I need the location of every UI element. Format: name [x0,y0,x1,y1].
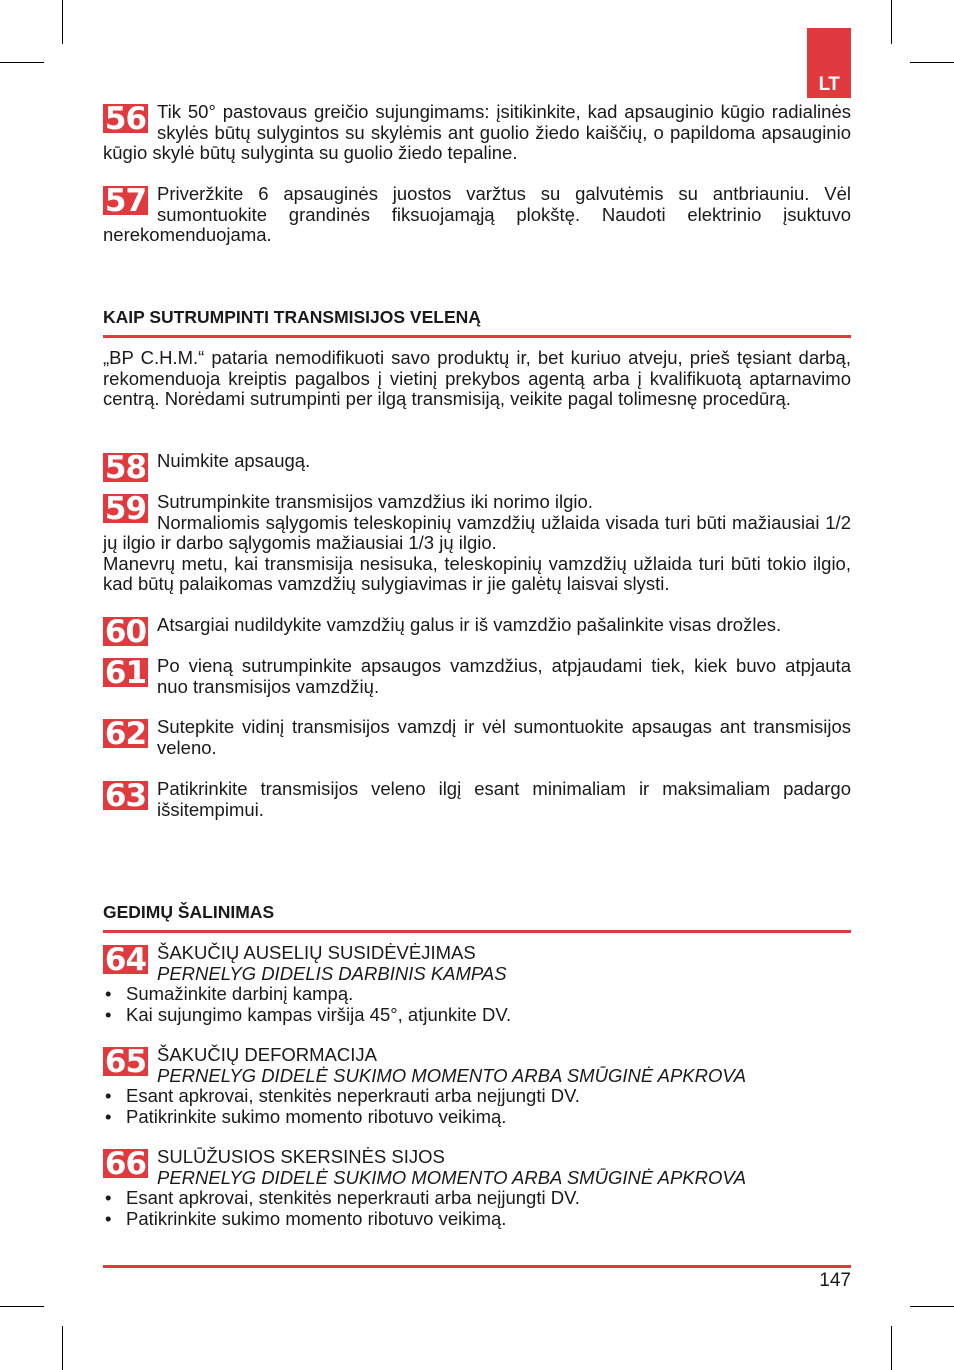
crop-mark [0,1306,44,1307]
step-number: 59 [104,491,147,527]
section-heading-shorten-shaft: KAIP SUTRUMPINTI TRANSMISIJOS VELENĄ [103,307,851,338]
step-number: 63 [104,778,147,814]
step-63 [103,779,851,820]
crop-mark [910,1306,954,1307]
remedy-item: • Esant apkrovai, stenkitės neperkrauti arba neįjungti DV. [103,1188,851,1209]
step-number: 64 [104,942,147,978]
step-62 [103,717,851,758]
step-text: Po vieną sutrumpinkite apsaugos vamzdžius, atpjaudami tiek, kiek buvo atpjauta nuo transmisijos vamzdžių. [157,655,851,697]
step-61 [103,656,851,697]
step-58 [103,450,851,486]
crop-mark [910,62,954,63]
fault-65 [103,1045,851,1127]
remedy-item: • Esant apkrovai, stenkitės neperkrauti arba neįjungti DV. [103,1086,851,1107]
step-number: 57 [104,183,147,219]
fault-title: ŠAKUČIŲ AUSELIŲ SUSIDĖVĖJIMAS [157,942,476,963]
step-text: Priveržkite 6 apsauginės juostos varžtus su galvutėmis su antbriauniu. Vėl sumontuokite grandinės fiksuojamąją plokštę. Naudoti elektrinio įsuktuvo nerekomenduojama. [103,183,851,245]
remedy-item: • Sumažinkite darbinį kampą. [103,984,851,1005]
step-text: Nuimkite apsaugą. [157,450,311,471]
crop-mark [62,1326,63,1370]
step-text: Sutrumpinkite transmisijos vamzdžius iki norimo ilgio. [157,491,593,512]
step-number: 60 [104,614,147,650]
step-text: Tik 50° pastovaus greičio sujungimams: įsitikinkite, kad apsauginio kūgio radialinės skylės būtų sulygintos su skylėmis ant guolio žiedo kaiščių, o papildoma apsauginio kūgio skylė būtų sulyginta su guolio žiedo tepaline. [103,101,851,163]
fault-cause: PERNELYG DIDELIS DARBINIS KAMPAS [157,962,507,984]
footer-rule [103,1265,851,1268]
step-text: Manevrų metu, kai transmisija nesisuka, teleskopinių vamzdžių užlaida turi būti tokio ilgio, kad būtų palaikomas vamzdžių sulygiavimas ir jie galėtų laisvai slysti. [103,552,851,594]
step-number: 65 [104,1044,147,1080]
crop-mark [891,0,892,44]
step-59 [103,492,851,595]
step-number: 66 [104,1146,147,1182]
section-intro [103,348,851,410]
section-heading-troubleshooting: GEDIMŲ ŠALINIMAS [103,902,851,933]
language-tab: LT [807,28,851,98]
page-number: 147 [819,1270,851,1291]
remedy-list [103,1188,851,1229]
step-number: 56 [104,101,147,137]
remedy-list [103,1086,851,1127]
step-text: Patikrinkite transmisijos veleno ilgį esant minimaliam ir maksimaliam padargo išsitempimui. [157,778,851,820]
step-60 [103,614,851,650]
remedy-item: • Patikrinkite sukimo momento ribotuvo veikimą. [103,1107,851,1128]
step-56 [103,102,851,164]
intro-text: „BP C.H.M.“ pataria nemodifikuoti savo produktų ir, bet kuriuo atveju, prieš tęsiant darbą, rekomenduoja kreiptis pagalbos į vietinį prekybos agentą arba į kvalifikuotą aptarnavimo centrą. Norėdami sutrumpinti per ilgą transmisiją, veikite pagal tolimesnę procedūrą. [103,347,851,409]
step-number: 58 [104,450,147,486]
fault-cause: PERNELYG DIDELĖ SUKIMO MOMENTO ARBA SMŪGINĖ APKROVA [157,1064,747,1086]
fault-title: SULŪŽUSIOS SKERSINĖS SIJOS [157,1146,445,1167]
crop-mark [891,1326,892,1370]
step-57 [103,184,851,246]
remedy-item: • Patikrinkite sukimo momento ribotuvo veikimą. [103,1209,851,1230]
fault-66 [103,1147,851,1229]
remedy-item: • Kai sujungimo kampas viršija 45°, atjunkite DV. [103,1005,851,1026]
fault-64 [103,943,851,1025]
remedy-list [103,984,851,1025]
step-text: Sutepkite vidinį transmisijos vamzdį ir vėl sumontuokite apsaugas ant transmisijos veleno. [157,716,851,758]
step-text: Normaliomis sąlygomis teleskopinių vamzdžių užlaida visada turi būti mažiausiai 1/2 jų ilgio ir darbo sąlygomis mažiausiai 1/3 jų ilgio. [103,511,851,553]
crop-mark [0,62,44,63]
step-text: Atsargiai nudildykite vamzdžių galus ir iš vamzdžio pašalinkite visas drožles. [157,614,782,635]
fault-cause: PERNELYG DIDELĖ SUKIMO MOMENTO ARBA SMŪGINĖ APKROVA [157,1166,747,1188]
step-number: 61 [104,655,147,691]
step-number: 62 [104,716,147,752]
fault-title: ŠAKUČIŲ DEFORMACIJA [157,1044,377,1065]
crop-mark [62,0,63,44]
